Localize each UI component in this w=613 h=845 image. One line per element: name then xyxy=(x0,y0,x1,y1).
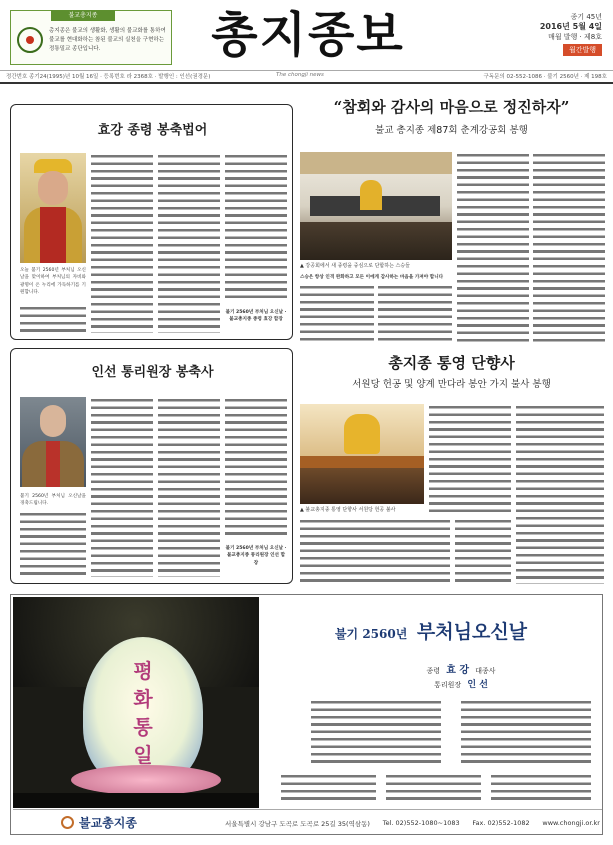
contact-text: 구독문의 02-552-1086 · 불기 2560년 · 제 198호 xyxy=(483,74,607,80)
org-fax: Fax. 02)552-1082 xyxy=(472,819,530,827)
body-text-lines xyxy=(533,152,605,346)
lantern-text xyxy=(121,657,165,769)
second-headline: 총지종 통영 단향사 xyxy=(388,354,515,372)
body-text-lines xyxy=(429,404,511,514)
lotus-logo-icon xyxy=(61,816,74,829)
staff-list-lines xyxy=(461,699,591,765)
main-headline: “참회와 감사의 마음으로 정진하자” xyxy=(333,98,570,116)
body-text-lines xyxy=(20,305,86,335)
issue-info xyxy=(482,12,602,56)
photo-caption: ▲ 불교총지종 통영 단향사 서원당 헌공 불사 xyxy=(300,507,396,513)
article-box-inseon xyxy=(10,348,293,584)
org-name: 불교총지종 xyxy=(79,816,137,830)
leader-name: 효 강 xyxy=(446,665,470,676)
ad-title-prefix: 불기 2560년 xyxy=(334,627,408,641)
director-label: 통리원장 xyxy=(434,681,462,689)
org-tel: Tel. 02)552-1080~1083 xyxy=(382,819,460,827)
lantern-photo xyxy=(13,597,259,808)
registration-line xyxy=(6,72,607,80)
article-lead: 스승은 항상 인격 완화하고 모든 이에게 감사하는 마음을 가져야 합니다 xyxy=(300,275,444,280)
body-text-lines xyxy=(225,397,287,537)
body-text-lines xyxy=(457,152,529,346)
staff-list-lines xyxy=(281,773,376,803)
article-title: 인선 통리원장 봉축사 xyxy=(91,365,214,380)
portrait-photo xyxy=(20,397,86,487)
leader-label: 종령 xyxy=(426,667,440,675)
masthead: 총지종보 xyxy=(211,7,405,63)
registration-text: 정간번호 종기24(1995)년 10월 16일 · 등록번호 라 2368호 · 발행인 : 인선(권경문) xyxy=(6,74,211,80)
body-text-lines xyxy=(158,397,220,577)
buddha-birthday-ad xyxy=(10,594,603,835)
mission-tag: 불교총지종 xyxy=(51,10,115,21)
org-address: 서울특별시 강남구 도곡로 도곡로 25길 35(역삼동) xyxy=(225,820,370,828)
lantern-char: 평 xyxy=(133,659,153,683)
director-name: 인 선 xyxy=(467,680,488,690)
ceremony-photo xyxy=(300,152,452,260)
article-title: 효강 종령 봉축법어 xyxy=(97,123,208,138)
lantern-char: 화 xyxy=(133,687,153,711)
main-subheadline: 불교 총지종 제87회 춘계강공회 봉행 xyxy=(375,125,528,136)
ad-footer xyxy=(13,809,602,834)
body-text-lines xyxy=(455,518,511,584)
ad-title xyxy=(266,617,596,644)
portrait-caption: 오늘 불기 2560년 부처님 오신날을 맞이하여 부처님의 자비와 광명이 온 누리에 가득하기를 기원합니다. xyxy=(20,268,86,296)
body-text-lines xyxy=(300,284,374,344)
lantern-char: 통 xyxy=(133,715,153,739)
issue-detail: 매월 발행 · 제8호 xyxy=(548,33,602,41)
portrait-photo xyxy=(20,153,86,263)
contact-row xyxy=(225,819,600,828)
body-text-lines xyxy=(91,153,153,333)
temple-photo xyxy=(300,404,424,504)
portrait-caption: 불기 2560년 부처님 오신날을 경축드립니다. xyxy=(20,494,86,507)
staff-list-lines xyxy=(491,773,591,803)
header-rule xyxy=(0,70,613,71)
publisher-badge: 월간발행 xyxy=(563,44,602,56)
issue-date: 2016년 5월 4일 xyxy=(539,22,602,31)
signature: 불기 2560년 부처님 오신날 · 불교총지종 통리원장 인선 합장 xyxy=(225,546,287,566)
body-text-lines xyxy=(516,404,604,584)
second-subheadline: 서원당 헌공 및 양계 만다라 봉안 가지 불사 봉행 xyxy=(352,379,551,390)
director-line xyxy=(361,677,561,690)
leader-title: 대종사 xyxy=(475,667,496,675)
body-text-lines xyxy=(91,397,153,577)
signature: 불기 2560년 부처님 오신날 · 불교총지종 종령 효강 합장 xyxy=(225,310,287,323)
issue-number: 종기 45년 xyxy=(570,13,602,21)
staff-list-lines xyxy=(311,699,441,765)
lotus-logo-icon xyxy=(17,27,43,53)
site-name: The chongji news xyxy=(276,72,324,78)
photo-caption: ▲ 강공회에서 새 종령을 중심으로 단합하는 스승들 xyxy=(300,263,410,269)
article-box-hyogang xyxy=(10,104,293,340)
lantern-char: 일 xyxy=(133,743,153,767)
body-text-lines xyxy=(20,511,86,577)
leader-line xyxy=(361,661,561,676)
body-text-lines xyxy=(225,153,287,303)
header-rule-thick xyxy=(0,82,613,84)
staff-list-lines xyxy=(386,773,481,803)
ad-title-main: 부처님오신날 xyxy=(416,621,528,643)
body-text-lines xyxy=(300,518,450,584)
mission-box xyxy=(10,10,172,65)
org-web[interactable]: www.chongji.or.kr xyxy=(542,819,600,827)
body-text-lines xyxy=(158,153,220,333)
mission-text: 총지종은 불교의 생활화, 생활의 불교화를 통하여 불교를 현대화하는 참된 불교의 실천을 구현하는 정통밀교 종단입니다. xyxy=(49,28,166,52)
body-text-lines xyxy=(378,284,452,344)
